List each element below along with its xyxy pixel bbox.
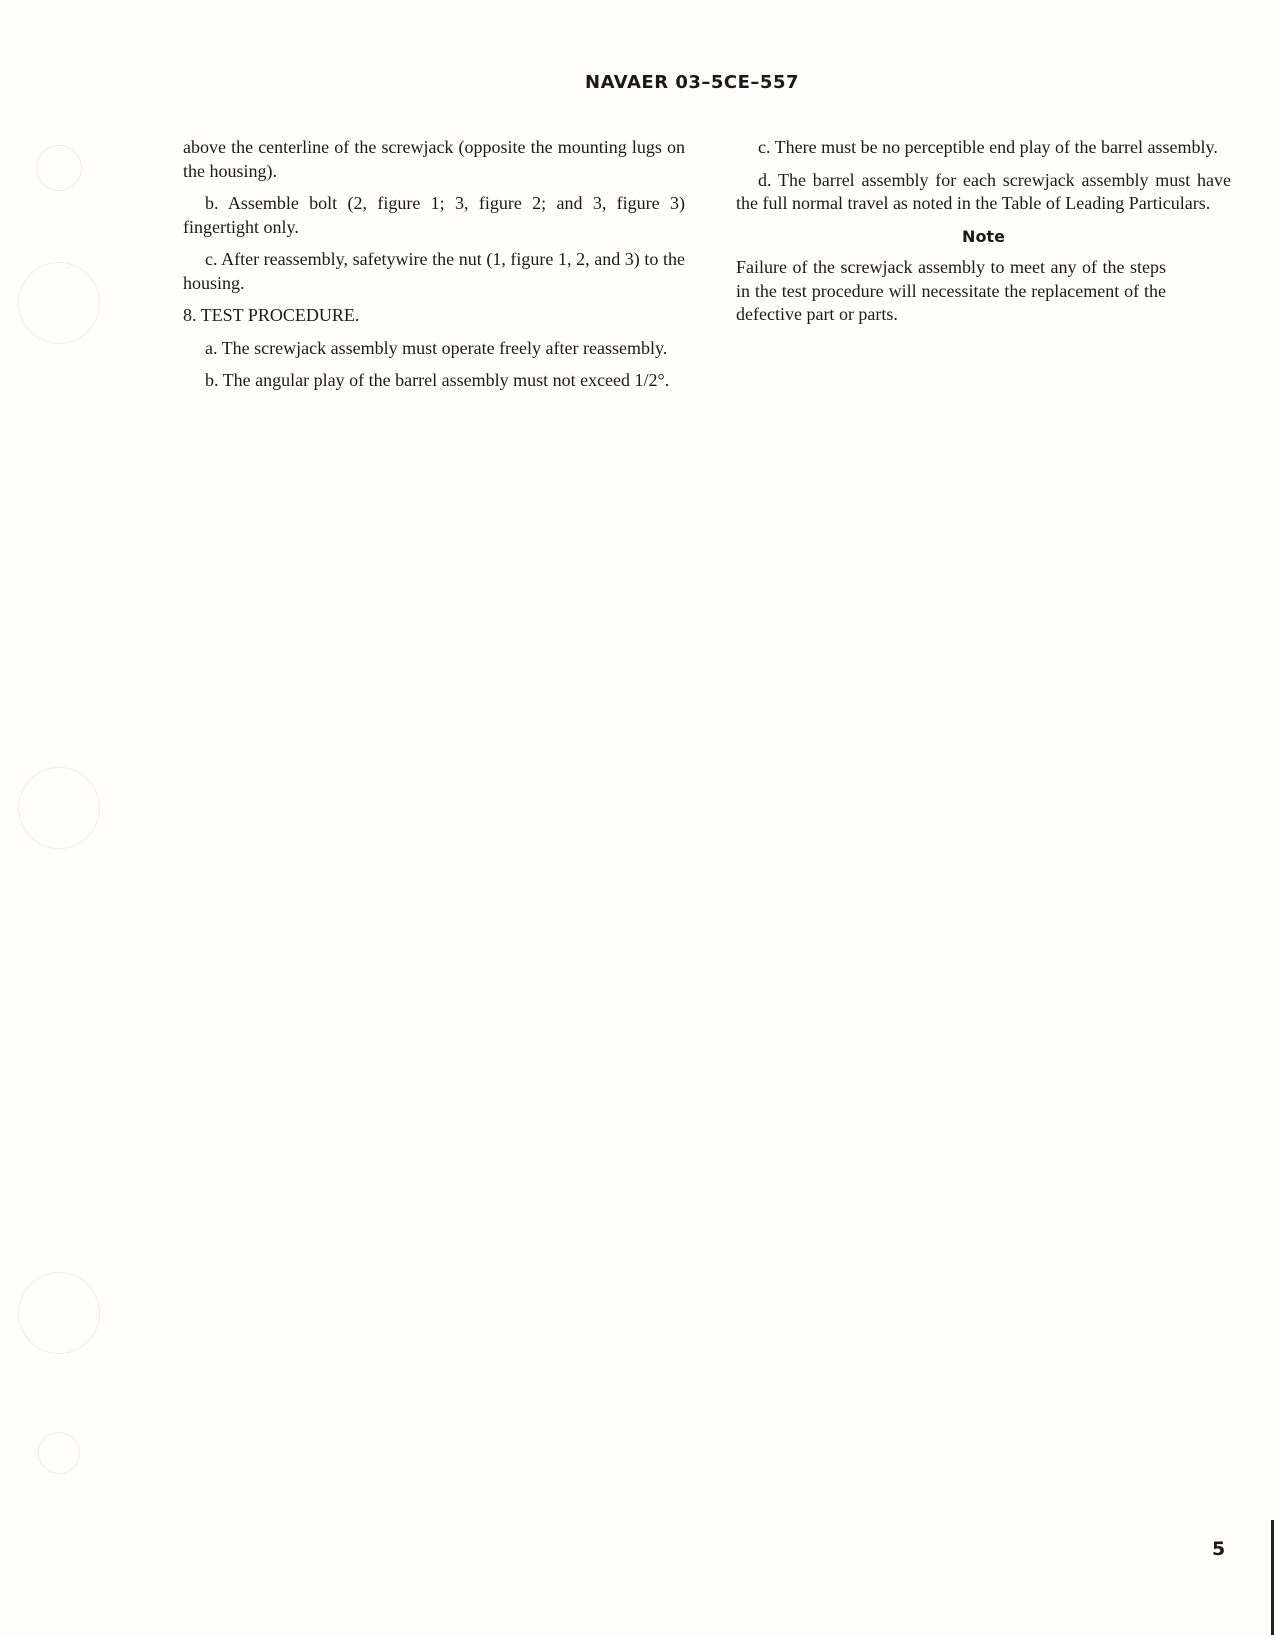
paragraph-test-d: d. The barrel assembly for each screwjack assembly must have the full normal travel as noted in the Table of Leading Particulars. bbox=[736, 169, 1231, 213]
note-body: Failure of the screwjack assembly to meet any of the steps in the test procedure will necessitate the replacement of the defective part or parts. bbox=[736, 257, 1166, 324]
punch-hole bbox=[18, 262, 100, 344]
document-number-header: NAVAER 03–5CE–557 bbox=[585, 72, 799, 93]
paragraph-test-a: a. The screwjack assembly must operate freely after reassembly. bbox=[205, 337, 668, 358]
left-column bbox=[183, 136, 685, 402]
paragraph-continuation: above the centerline of the screwjack (opposite the mounting lugs on the housing). bbox=[183, 137, 685, 181]
right-column bbox=[736, 136, 1231, 336]
paragraph-step-b: b. Assemble bolt (2, figure 1; 3, figure 2; and 3, figure 3) fingertight only. bbox=[183, 193, 685, 237]
section-heading-test-procedure: 8. TEST PROCEDURE. bbox=[183, 305, 360, 325]
punch-hole bbox=[18, 767, 100, 849]
note-heading: Note bbox=[962, 226, 1005, 246]
punch-hole bbox=[36, 145, 82, 191]
punch-hole bbox=[38, 1432, 80, 1474]
paragraph-test-b: b. The angular play of the barrel assembly must not exceed 1/2°. bbox=[205, 370, 670, 390]
punch-hole bbox=[18, 1272, 100, 1354]
page-number: 5 bbox=[1212, 1538, 1226, 1560]
paragraph-test-c: c. There must be no perceptible end play of the barrel assembly. bbox=[758, 137, 1218, 157]
paragraph-step-c: c. After reassembly, safetywire the nut (1, figure 1, 2, and 3) to the housing. bbox=[183, 249, 685, 293]
